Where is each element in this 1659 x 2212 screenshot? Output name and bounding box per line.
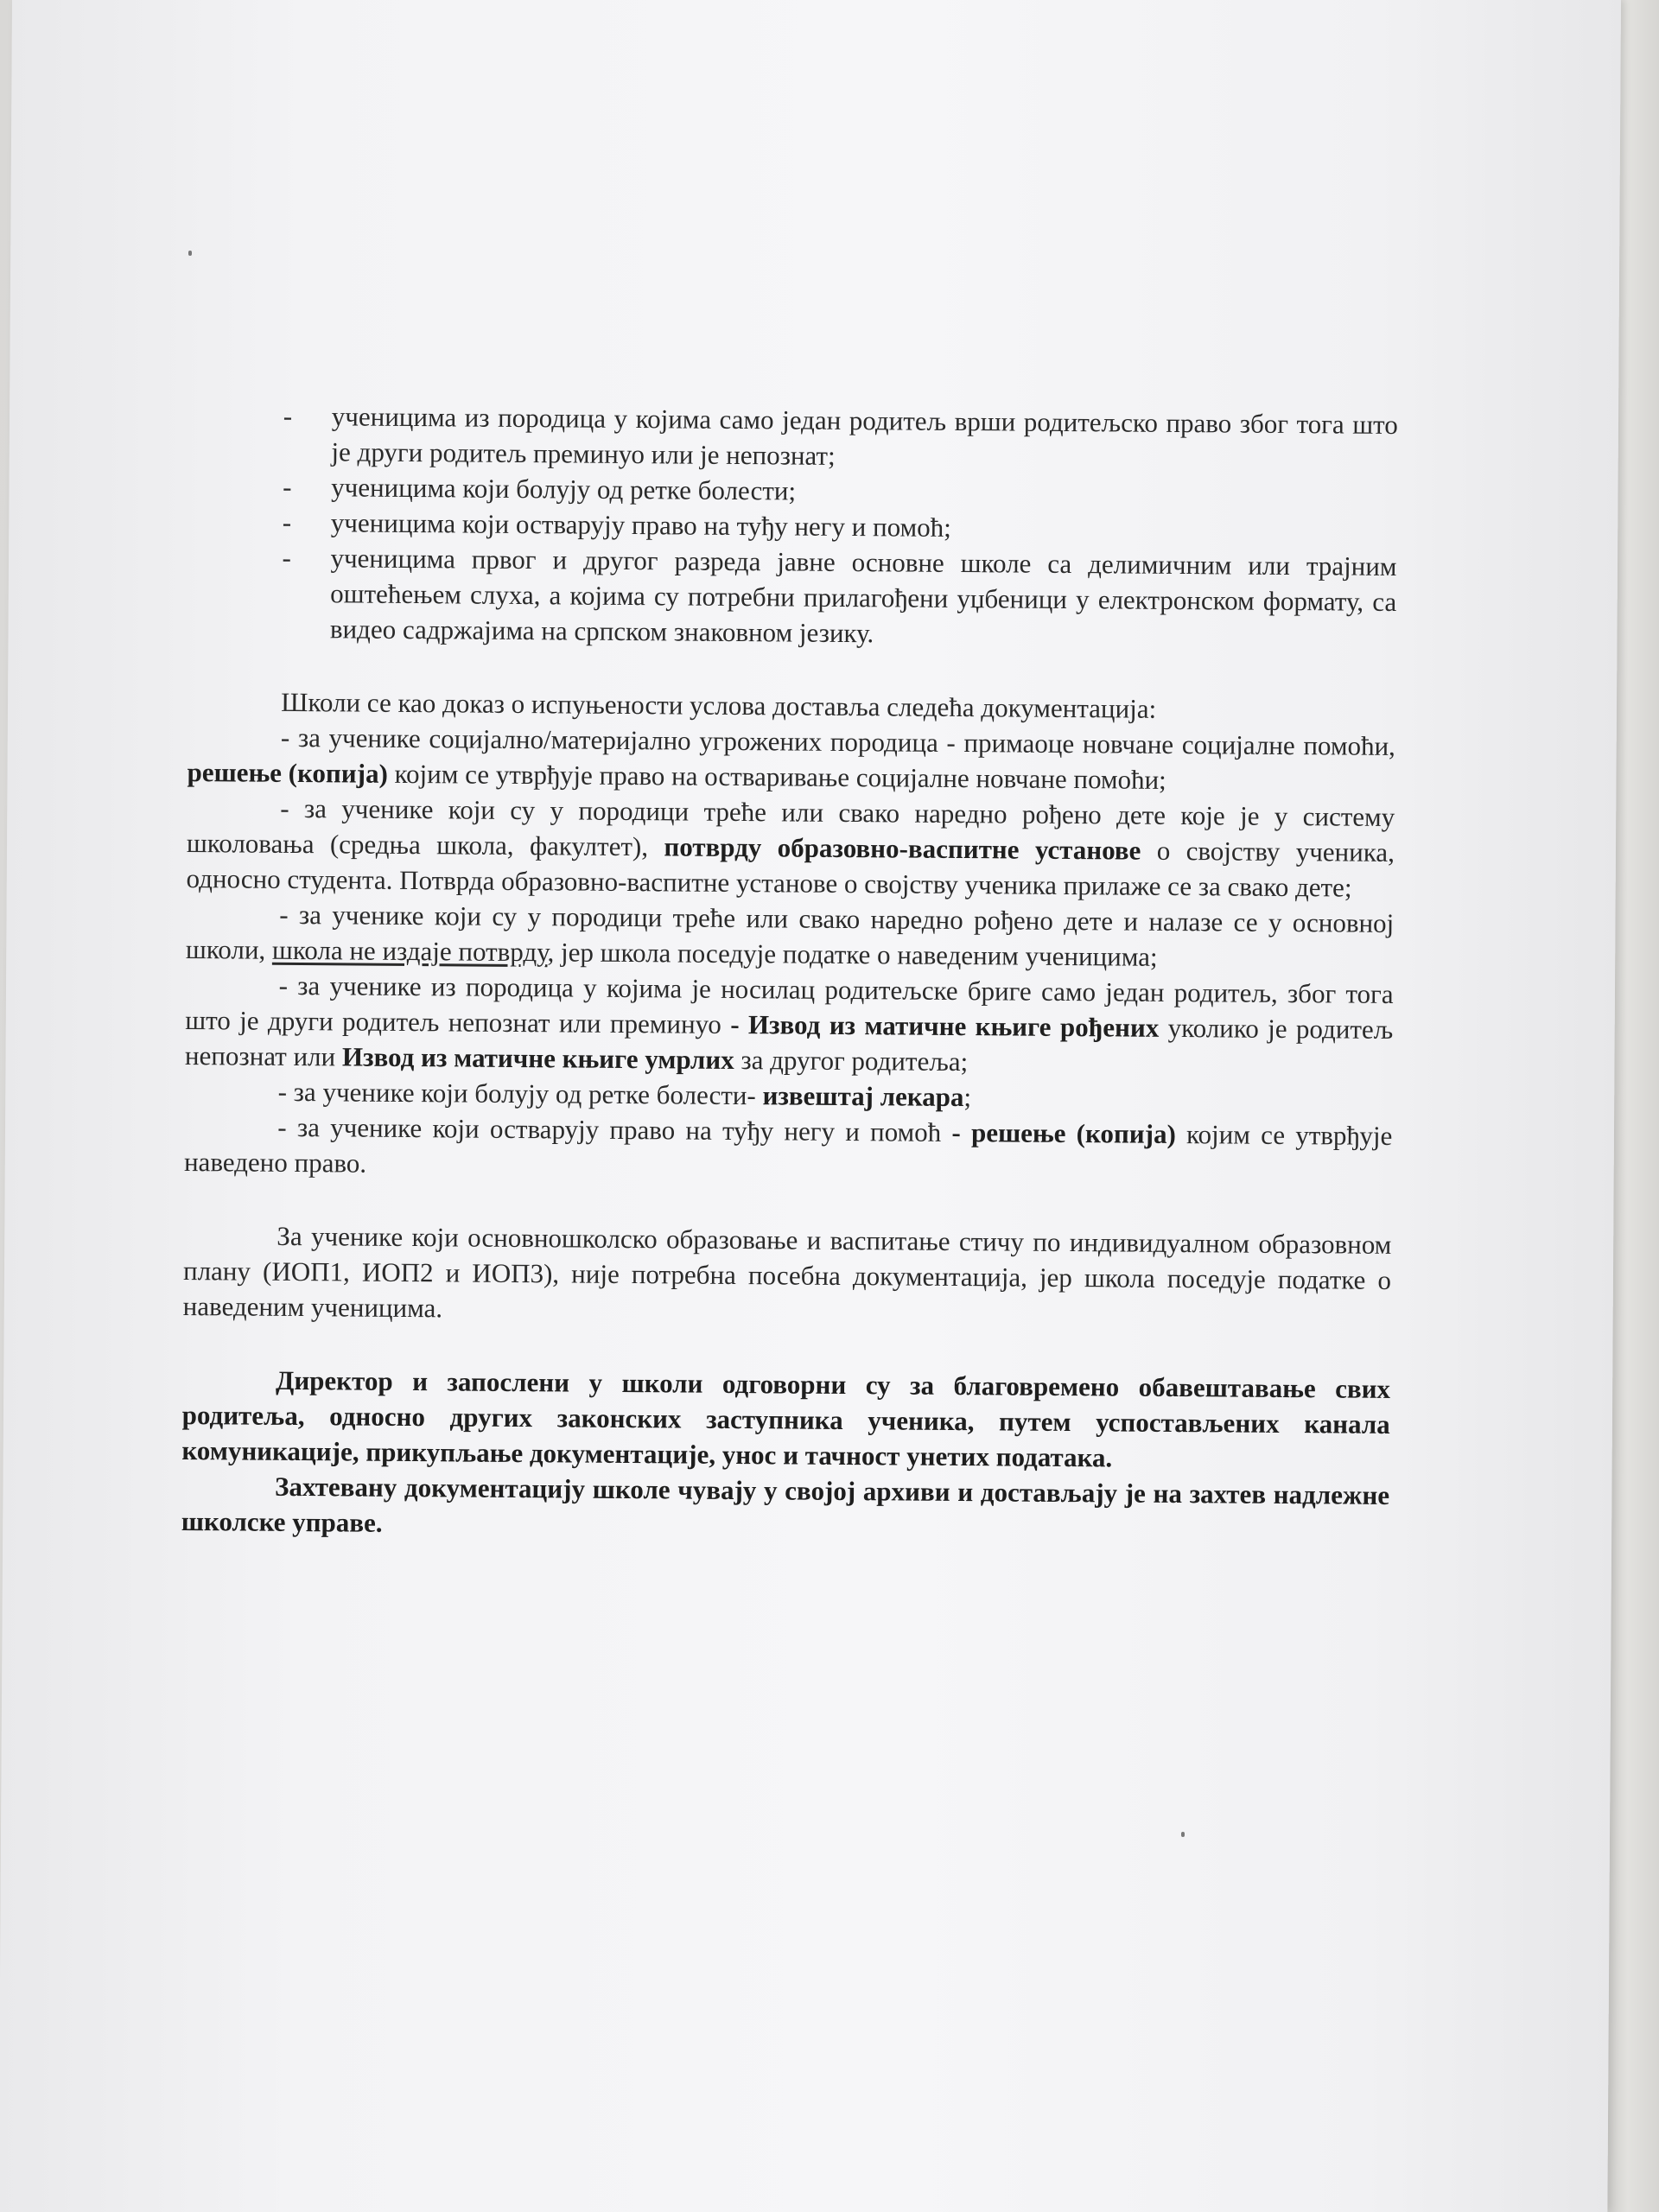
doc-item-care-assistance: [184, 1109, 1393, 1189]
doc-item-text: којим се утврђује наведено право.: [183, 1118, 1393, 1179]
paper-speck: [1181, 1832, 1185, 1837]
doc-item-text: - за ученике који остварују право на туђу негу и помоћ: [277, 1111, 952, 1147]
doc-item-note-underlined: школа не издаје потврду: [271, 934, 548, 968]
doc-item-single-parent: [185, 967, 1394, 1083]
iop-paragraph: За ученике који основношколско образовање и васпитање стичу по индивидуалном образовном плану (ИОП1, ИОП2 и ИОП3), није потребна посебна документација, јер школа поседује податке о наведеним ученицима.: [182, 1220, 1392, 1324]
doc-item-third-child-school: [186, 790, 1395, 906]
doc-item-text: , јер школа поседује податке о наведеним ученицима;: [547, 937, 1158, 972]
doc-item-social-aid: [187, 719, 1395, 799]
doc-item-required-document: Извод из матичне књиге умрлих: [341, 1041, 734, 1075]
document-body: [181, 397, 1398, 1548]
doc-item-text: - за ученике који су у породици треће или свако наредно рођено дете и налазе се у основној школи,: [185, 899, 1395, 965]
documentation-intro: Школи се као доказ о испуњености услова доставља следећа документација:: [281, 686, 1157, 724]
doc-item-text: за другог родитеља;: [734, 1044, 969, 1077]
doc-item-required-document: извештај лекара: [762, 1080, 964, 1113]
list-item: - ученицима првог и другог разреда јавне основне школе са делимичним или трајним оштећењем слуха, а којима су потребни прилагођени уџбеници у електронском формату, са видео садржајима на српском знаковном језику.: [282, 540, 1397, 655]
doc-item-required-document: потврду образовно-васпитне установе: [664, 831, 1141, 866]
doc-item-required-document: решење (копија): [187, 756, 389, 789]
doc-item-text: којим се утврђује право на остваривање социјалне новчане помоћи;: [387, 758, 1166, 795]
doc-item-required-document: - Извод из матичне књиге рођених: [730, 1008, 1160, 1043]
doc-item-text: уколико је родитељ непознат или: [184, 1012, 1394, 1072]
doc-item-third-child-primary: [186, 896, 1395, 976]
list-item: - ученицима из породица у којима само један родитељ врши родитељско право због тога што је други родитељ преминуо или је непознат;: [283, 398, 1398, 478]
list-item: - ученицима који остварују право на туђу негу и помоћ;: [283, 505, 1397, 549]
doc-item-text: ;: [963, 1082, 972, 1113]
director-responsibility-paragraph: Директор и запослени у школи одговорни су за благовремено обавештавање свих родитеља, односно других законских заступника ученика, путем успостављених канала комуникације, прикупљање документације, унос и тачност унетих података.: [181, 1364, 1391, 1473]
list-item: - ученицима који болују од ретке болести;: [283, 469, 1397, 513]
doc-item-text: - за ученике из породица у којима је носилац родитељске бриге само један родитељ, због тога што је други родитељ непознат или преминуо: [185, 969, 1394, 1039]
doc-item-required-document: - решење (копија): [951, 1116, 1176, 1149]
doc-item-text: - за ученике који болују од ретке болести-: [277, 1076, 763, 1111]
eligibility-list: [282, 398, 1398, 655]
archive-paragraph: Захтевану документацију школе чувају у својој архиви и достављају је на захтев надлежне школске управе.: [181, 1471, 1390, 1538]
doc-item-text: - за ученике социјално/материјално угрожених породица - примаоце новчане социјалне помоћи,: [280, 721, 1396, 761]
paper-speck: [188, 251, 192, 256]
doc-item-text: о својству ученика, односно студента. Потврда образовно-васпитне установе о својству ученика прилаже се за свако дете;: [186, 835, 1395, 903]
doc-item-text: - за ученике који су у породици треће или свако наредно рођено дете које је у систему школовања (средња школа, факултет),: [186, 792, 1395, 862]
